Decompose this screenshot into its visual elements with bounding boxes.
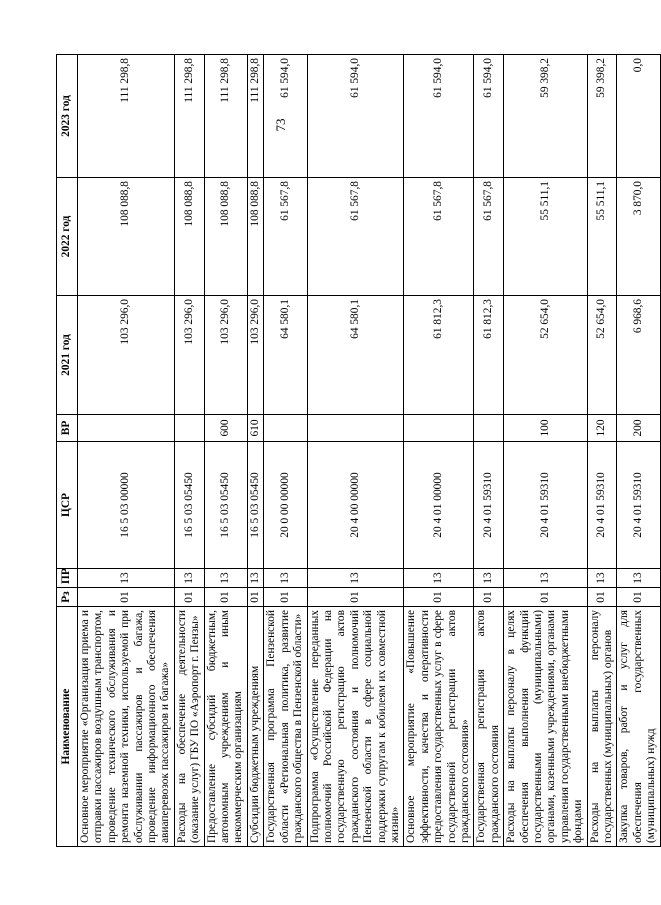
- cell-csr: 16 5 03 05450: [204, 442, 247, 569]
- page-number: 73: [273, 118, 288, 132]
- header-2022: 2022 год: [57, 178, 78, 296]
- cell-2021: 103 296,0: [204, 296, 247, 415]
- cell-name: Расходы на обеспечение деятельности (оказание услуг) ГБУ ПО «Аэропорт г. Пензы»: [174, 607, 204, 847]
- table-row: [474, 55, 504, 847]
- table-row: [587, 55, 617, 847]
- cell-2022: 61 567,8: [264, 178, 307, 296]
- cell-pr: 13: [307, 569, 404, 588]
- cell-2022: 61 567,8: [474, 178, 504, 296]
- cell-rz: 01: [247, 588, 263, 607]
- cell-name: Государственная программа Пензенской области «Региональная политика, развитие гражданского общества в Пензенской области»: [264, 607, 307, 847]
- cell-csr: 20 4 01 59310: [504, 442, 587, 569]
- header-2021: 2021 год: [57, 296, 78, 415]
- table-row: [247, 55, 263, 847]
- cell-name: Расходы на выплаты персоналу в целях обеспечения выполнения функций государственными (муниципальными) органами, казенными учреждениями, органами управления государственными внебюджетными фондами: [504, 607, 587, 847]
- table-row: [617, 55, 660, 847]
- cell-name: Основное мероприятие «Повышение эффективности, качества и оперативности предоставления государственных услуг в сфере государственной регистрации актов гражданского состояния»: [404, 607, 474, 847]
- cell-vr: [307, 415, 404, 442]
- cell-pr: 13: [264, 569, 307, 588]
- table-row: [174, 55, 204, 847]
- cell-rz: 01: [264, 588, 307, 607]
- cell-pr: 13: [247, 569, 263, 588]
- cell-2022: 3 870,0: [617, 178, 660, 296]
- header-pr: ПР: [57, 569, 78, 588]
- cell-2023: 111 298,8: [174, 55, 204, 178]
- table-row: [404, 55, 474, 847]
- cell-name: Закупка товаров, работ и услуг для обеспечения государственных (муниципальных) нужд: [617, 607, 660, 847]
- cell-2022: 108 088,8: [78, 178, 175, 296]
- header-csr: ЦСР: [57, 442, 78, 569]
- cell-rz: 01: [617, 588, 660, 607]
- cell-vr: [404, 415, 474, 442]
- cell-vr: [264, 415, 307, 442]
- cell-csr: 20 4 01 00000: [404, 442, 474, 569]
- cell-vr: 200: [617, 415, 660, 442]
- cell-pr: 13: [404, 569, 474, 588]
- cell-pr: 13: [474, 569, 504, 588]
- table-row: [204, 55, 247, 847]
- cell-2023: 111 298,8: [247, 55, 263, 178]
- cell-rz: 01: [204, 588, 247, 607]
- cell-pr: 13: [587, 569, 617, 588]
- cell-csr: 16 5 03 05450: [174, 442, 204, 569]
- cell-name: Подпрограмма «Осуществление переданных полномочий Российской Федерации на государственную регистрацию актов гражданского состояния и полномочий Пензенской области в сфере социальной поддержки супругам к юбилеям их совместной жизни»: [307, 607, 404, 847]
- header-name: Наименование: [57, 607, 78, 847]
- cell-2022: 55 511,1: [587, 178, 617, 296]
- cell-csr: 20 4 00 00000: [307, 442, 404, 569]
- cell-vr: 610: [247, 415, 263, 442]
- cell-rz: 01: [587, 588, 617, 607]
- cell-2022: 61 567,8: [404, 178, 474, 296]
- cell-2021: 103 296,0: [174, 296, 204, 415]
- cell-2021: 52 654,0: [504, 296, 587, 415]
- cell-rz: 01: [307, 588, 404, 607]
- cell-rz: 01: [404, 588, 474, 607]
- rotated-page: [56, 55, 658, 847]
- cell-2023: 61 594,0: [404, 55, 474, 178]
- table-body: [78, 55, 661, 847]
- cell-2023: 59 398,2: [587, 55, 617, 178]
- cell-2023: 59 398,2: [504, 55, 587, 178]
- cell-2023: 0,0: [617, 55, 660, 178]
- cell-2022: 108 088,8: [247, 178, 263, 296]
- cell-pr: 13: [617, 569, 660, 588]
- cell-name: Предоставление субсидий бюджетным, автономным учреждениям и иным некоммерческим организациям: [204, 607, 247, 847]
- cell-vr: 600: [204, 415, 247, 442]
- cell-2023: 111 298,8: [78, 55, 175, 178]
- cell-2023: 61 594,0: [307, 55, 404, 178]
- cell-2022: 108 088,8: [174, 178, 204, 296]
- cell-name: Государственная регистрация актов гражданского состояния: [474, 607, 504, 847]
- cell-2021: 6 968,6: [617, 296, 660, 415]
- cell-pr: 13: [504, 569, 587, 588]
- table-row: [78, 55, 175, 847]
- cell-2022: 108 088,8: [204, 178, 247, 296]
- cell-2022: 61 567,8: [307, 178, 404, 296]
- cell-2021: 103 296,0: [247, 296, 263, 415]
- cell-csr: 16 5 03 05450: [247, 442, 263, 569]
- cell-2021: 61 812,3: [474, 296, 504, 415]
- cell-pr: 13: [174, 569, 204, 588]
- cell-2023: 111 298,8: [204, 55, 247, 178]
- cell-rz: 01: [78, 588, 175, 607]
- cell-vr: [174, 415, 204, 442]
- budget-table: [56, 54, 661, 847]
- cell-vr: [78, 415, 175, 442]
- cell-2023: 61 594,0: [474, 55, 504, 178]
- cell-vr: [474, 415, 504, 442]
- cell-2021: 103 296,0: [78, 296, 175, 415]
- cell-csr: 16 5 03 00000: [78, 442, 175, 569]
- cell-vr: 100: [504, 415, 587, 442]
- cell-name: Основное мероприятие «Организация приема и отправки пассажиров воздушным транспортом, проведение технического обслуживания и ремонта наземной техники, используемой при обслуживании пассажиров и багажа, проведение информационного обеспечения авиаперевозок пассажиров и багажа»: [78, 607, 175, 847]
- table-row: [504, 55, 587, 847]
- table-header-row: [57, 55, 78, 847]
- cell-2023: 61 594,0: [264, 55, 307, 178]
- table-row: [264, 55, 307, 847]
- cell-rz: 01: [174, 588, 204, 607]
- cell-vr: 120: [587, 415, 617, 442]
- cell-2021: 64 580,1: [307, 296, 404, 415]
- cell-rz: 01: [504, 588, 587, 607]
- header-rz: Рз: [57, 588, 78, 607]
- cell-csr: 20 4 01 59310: [587, 442, 617, 569]
- cell-2021: 64 580,1: [264, 296, 307, 415]
- cell-csr: 20 4 01 59310: [617, 442, 660, 569]
- header-2023: 2023 год: [57, 55, 78, 178]
- cell-rz: 01: [474, 588, 504, 607]
- header-vr: ВР: [57, 415, 78, 442]
- table-row: [307, 55, 404, 847]
- cell-2021: 61 812,3: [404, 296, 474, 415]
- cell-name: Субсидии бюджетным учреждениям: [247, 607, 263, 847]
- cell-pr: 13: [78, 569, 175, 588]
- cell-pr: 13: [204, 569, 247, 588]
- cell-2021: 52 654,0: [587, 296, 617, 415]
- cell-2022: 55 511,1: [504, 178, 587, 296]
- cell-csr: 20 0 00 00000: [264, 442, 307, 569]
- cell-name: Расходы на выплаты персоналу государственных (муниципальных) органов: [587, 607, 617, 847]
- cell-csr: 20 4 01 59310: [474, 442, 504, 569]
